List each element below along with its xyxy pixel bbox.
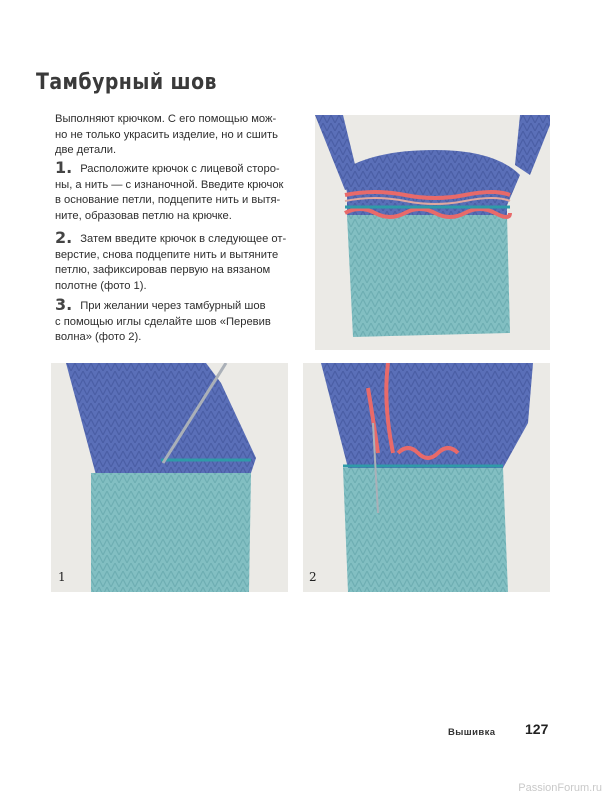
step-line: ните, образовав петлю на крючке.	[55, 209, 232, 222]
step-line: полотне (фото 1).	[55, 279, 147, 292]
step-line: петлю, зафиксировав первую на вязаном	[55, 264, 271, 277]
step-line: Расположите крючок с лицевой сторо-	[80, 163, 280, 175]
step-line: ны, а нить — с изнаночной. Введите крючок	[55, 178, 284, 191]
step-1	[55, 160, 300, 224]
step-line: При желании через тамбурный шов	[80, 300, 266, 312]
intro-paragraph	[55, 112, 300, 159]
step-line: в основание петли, подцепите нить и вытя-	[55, 194, 281, 207]
page-number: 127	[525, 721, 549, 737]
step-3	[55, 297, 300, 346]
step-line: волна» (фото 2).	[55, 331, 142, 344]
intro-line: две детали.	[55, 144, 117, 157]
step-line: Затем введите крючок в следующее от-	[80, 233, 287, 245]
step-number: 2.	[55, 228, 73, 247]
photo-top-mitten	[315, 115, 550, 350]
photo-label: 1	[58, 570, 66, 584]
footer-section: Вышивка	[448, 727, 496, 738]
step-number: 3.	[55, 295, 73, 314]
step-line: верстие, снова подцепите нить и вытяните	[55, 248, 279, 261]
step-number: 1.	[55, 158, 73, 177]
step-2	[55, 230, 300, 294]
intro-line: Выполняют крючком. С его помощью мож-	[55, 113, 277, 125]
photo-2	[303, 363, 550, 592]
watermark: PassionForum.ru	[518, 782, 602, 794]
intro-line: но не только украсить изделие, но и сшить	[55, 128, 278, 141]
page-title: Тамбурный шов	[36, 70, 217, 95]
photo-label: 2	[309, 570, 317, 584]
photo-1	[51, 363, 288, 592]
step-line: с помощью иглы сделайте шов «Перевив	[55, 315, 271, 328]
